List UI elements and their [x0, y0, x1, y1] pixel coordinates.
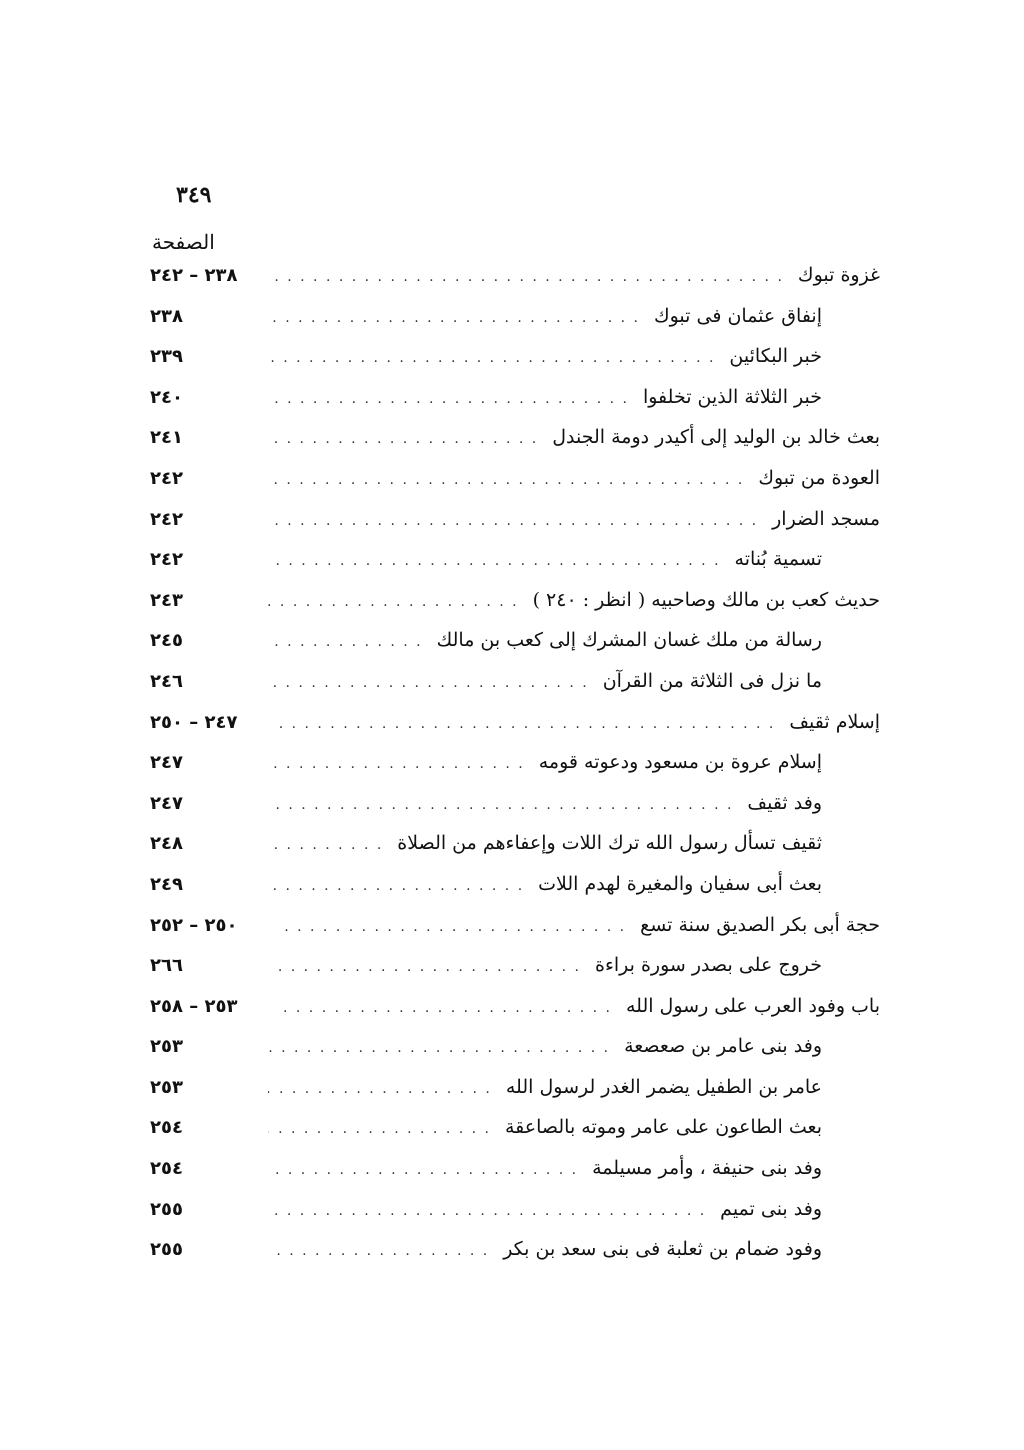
toc-entry-pages: ٢٥٣: [150, 1076, 183, 1098]
dot-leader: [268, 1121, 491, 1137]
dot-leader: [268, 1081, 492, 1097]
toc-entry: [150, 873, 880, 914]
toc-entry-pages: ٢٣٨: [150, 305, 183, 327]
dot-leader: [275, 716, 775, 732]
toc-entry-pages: ٢٥٤: [150, 1117, 183, 1139]
toc-entry-pages: ٢٤٢: [150, 508, 183, 530]
dot-leader: [275, 1000, 611, 1016]
dot-leader: [268, 553, 721, 569]
table-of-contents: [150, 264, 880, 1279]
dot-leader: [268, 1243, 489, 1259]
toc-entry-pages: ٢٥٥: [150, 1239, 183, 1261]
toc-entry-title: وفد بنى تميم: [720, 1197, 822, 1220]
dot-leader: [268, 431, 538, 447]
toc-entry-pages: ٢٤٧: [150, 752, 183, 774]
dot-leader: [268, 837, 383, 853]
toc-entry-pages: ٢٥٠ – ٢٥٢: [150, 914, 238, 936]
dot-leader: [268, 756, 525, 772]
toc-entry-title: حجة أبى بكر الصديق سنة تسع: [640, 913, 880, 936]
toc-entry-pages: ٢٤٧: [150, 792, 183, 814]
toc-entry: [150, 914, 880, 955]
toc-entry-pages: ٢٤٦: [150, 670, 183, 692]
toc-entry-pages: ٢٤١: [150, 427, 183, 449]
toc-entry-title: غزوة تبوك: [797, 264, 880, 286]
dot-leader: [268, 959, 581, 975]
toc-entry: [150, 1076, 880, 1117]
dot-leader: [268, 594, 519, 610]
toc-entry: [150, 832, 880, 873]
page-number: ٣٤٩: [176, 182, 212, 208]
toc-entry-pages: ٢٤٢: [150, 467, 183, 489]
dot-leader: [268, 472, 744, 488]
toc-entry-title: بعث الطاعون على عامر وموته بالصاعقة: [504, 1116, 822, 1139]
toc-entry: [150, 345, 880, 386]
toc-entry-pages: ٢٤٠: [150, 386, 183, 408]
toc-entry-title: وفد بنى عامر بن صعصعة: [624, 1035, 822, 1058]
dot-leader: [268, 310, 640, 326]
toc-entry: [150, 548, 880, 589]
toc-entry-pages: ٢٤٥: [150, 630, 183, 652]
toc-entry-title: ثقيف تسأل رسول الله ترك اللات وإعفاءهم من الصلاة: [397, 832, 822, 855]
toc-entry-title: بعث خالد بن الوليد إلى أكيدر دومة الجندل: [552, 426, 880, 449]
toc-entry-pages: ٢٣٩: [150, 346, 183, 368]
toc-entry: [150, 264, 880, 305]
toc-entry-pages: ٢٥٤: [150, 1158, 183, 1180]
toc-entry-title: إنفاق عثمان فى تبوك: [653, 304, 822, 327]
toc-entry: [150, 792, 880, 833]
toc-entry: [150, 995, 880, 1036]
toc-entry-pages: ٢٤٨: [150, 833, 183, 855]
toc-entry-title: وفد بنى حنيفة ، وأمر مسيلمة: [592, 1157, 822, 1180]
toc-entry-title: إسلام عروة بن مسعود ودعوته قومه: [538, 751, 822, 774]
toc-entry-title: تسمية بُناته: [734, 548, 822, 571]
dot-leader: [275, 269, 783, 285]
toc-entry-pages: ٢٥٥: [150, 1198, 183, 1220]
dot-leader: [268, 1162, 578, 1178]
toc-entry-title: بعث أبى سفيان والمغيرة لهدم اللات: [538, 872, 822, 895]
toc-entry: [150, 751, 880, 792]
toc-entry: [150, 1238, 880, 1279]
dot-leader: [268, 878, 524, 894]
dot-leader: [275, 919, 626, 935]
dot-leader: [268, 1203, 706, 1219]
toc-entry: [150, 386, 880, 427]
toc-entry: [150, 670, 880, 711]
toc-entry: [150, 467, 880, 508]
toc-entry: [150, 629, 880, 670]
toc-entry-pages: ٢٤٧ – ٢٥٠: [150, 711, 238, 733]
toc-entry-pages: ٢٥٣: [150, 1036, 183, 1058]
dot-leader: [268, 350, 715, 366]
toc-entry-pages: ٢٣٨ – ٢٤٢: [150, 265, 238, 286]
toc-entry-title: خبر الثلاثة الذين تخلفوا: [642, 385, 822, 408]
toc-entry: [150, 1116, 880, 1157]
toc-entry: [150, 589, 880, 630]
toc-entry: [150, 954, 880, 995]
toc-entry-pages: ٢٤٢: [150, 549, 183, 571]
dot-leader: [268, 634, 423, 650]
dot-leader: [268, 391, 629, 407]
toc-entry: [150, 1035, 880, 1076]
toc-entry: [150, 711, 880, 752]
toc-entry: [150, 426, 880, 467]
toc-entry-title: وفود ضمام بن ثعلبة فى بنى سعد بن بكر: [503, 1238, 822, 1261]
toc-entry: [150, 1198, 880, 1239]
toc-entry-title: إسلام ثقيف: [789, 710, 880, 733]
toc-entry-title: حديث كعب بن مالك وصاحبيه ( انظر : ٢٤٠ ): [532, 588, 880, 611]
dot-leader: [268, 797, 733, 813]
toc-entry-title: خروج على بصدر سورة براءة: [594, 954, 822, 977]
toc-entry: [150, 1157, 880, 1198]
toc-entry-title: وفد ثقيف: [747, 791, 822, 814]
toc-entry-pages: ٢٥٣ – ٢٥٨: [150, 995, 238, 1017]
toc-entry-title: خبر البكائين: [729, 345, 822, 368]
toc-entry-pages: ٢٤٩: [150, 873, 183, 895]
toc-entry: [150, 305, 880, 346]
toc-entry: [150, 508, 880, 549]
toc-entry-title: رسالة من ملك غسان المشرك إلى كعب بن مالك: [436, 629, 822, 652]
dot-leader: [268, 1040, 610, 1056]
column-header: الصفحة: [152, 230, 215, 254]
toc-entry-pages: ٢٤٣: [150, 589, 183, 611]
toc-entry-title: باب وفود العرب على رسول الله: [625, 994, 880, 1017]
toc-entry-title: مسجد الضرار: [772, 507, 880, 530]
dot-leader: [268, 675, 589, 691]
toc-entry-pages: ٢٦٦: [150, 955, 183, 977]
toc-entry-title: ما نزل فى الثلاثة من القرآن: [602, 669, 822, 692]
toc-entry-title: عامر بن الطفيل يضمر الغدر لرسول الله: [505, 1075, 822, 1098]
toc-entry-title: العودة من تبوك: [758, 466, 880, 489]
dot-leader: [268, 513, 758, 529]
